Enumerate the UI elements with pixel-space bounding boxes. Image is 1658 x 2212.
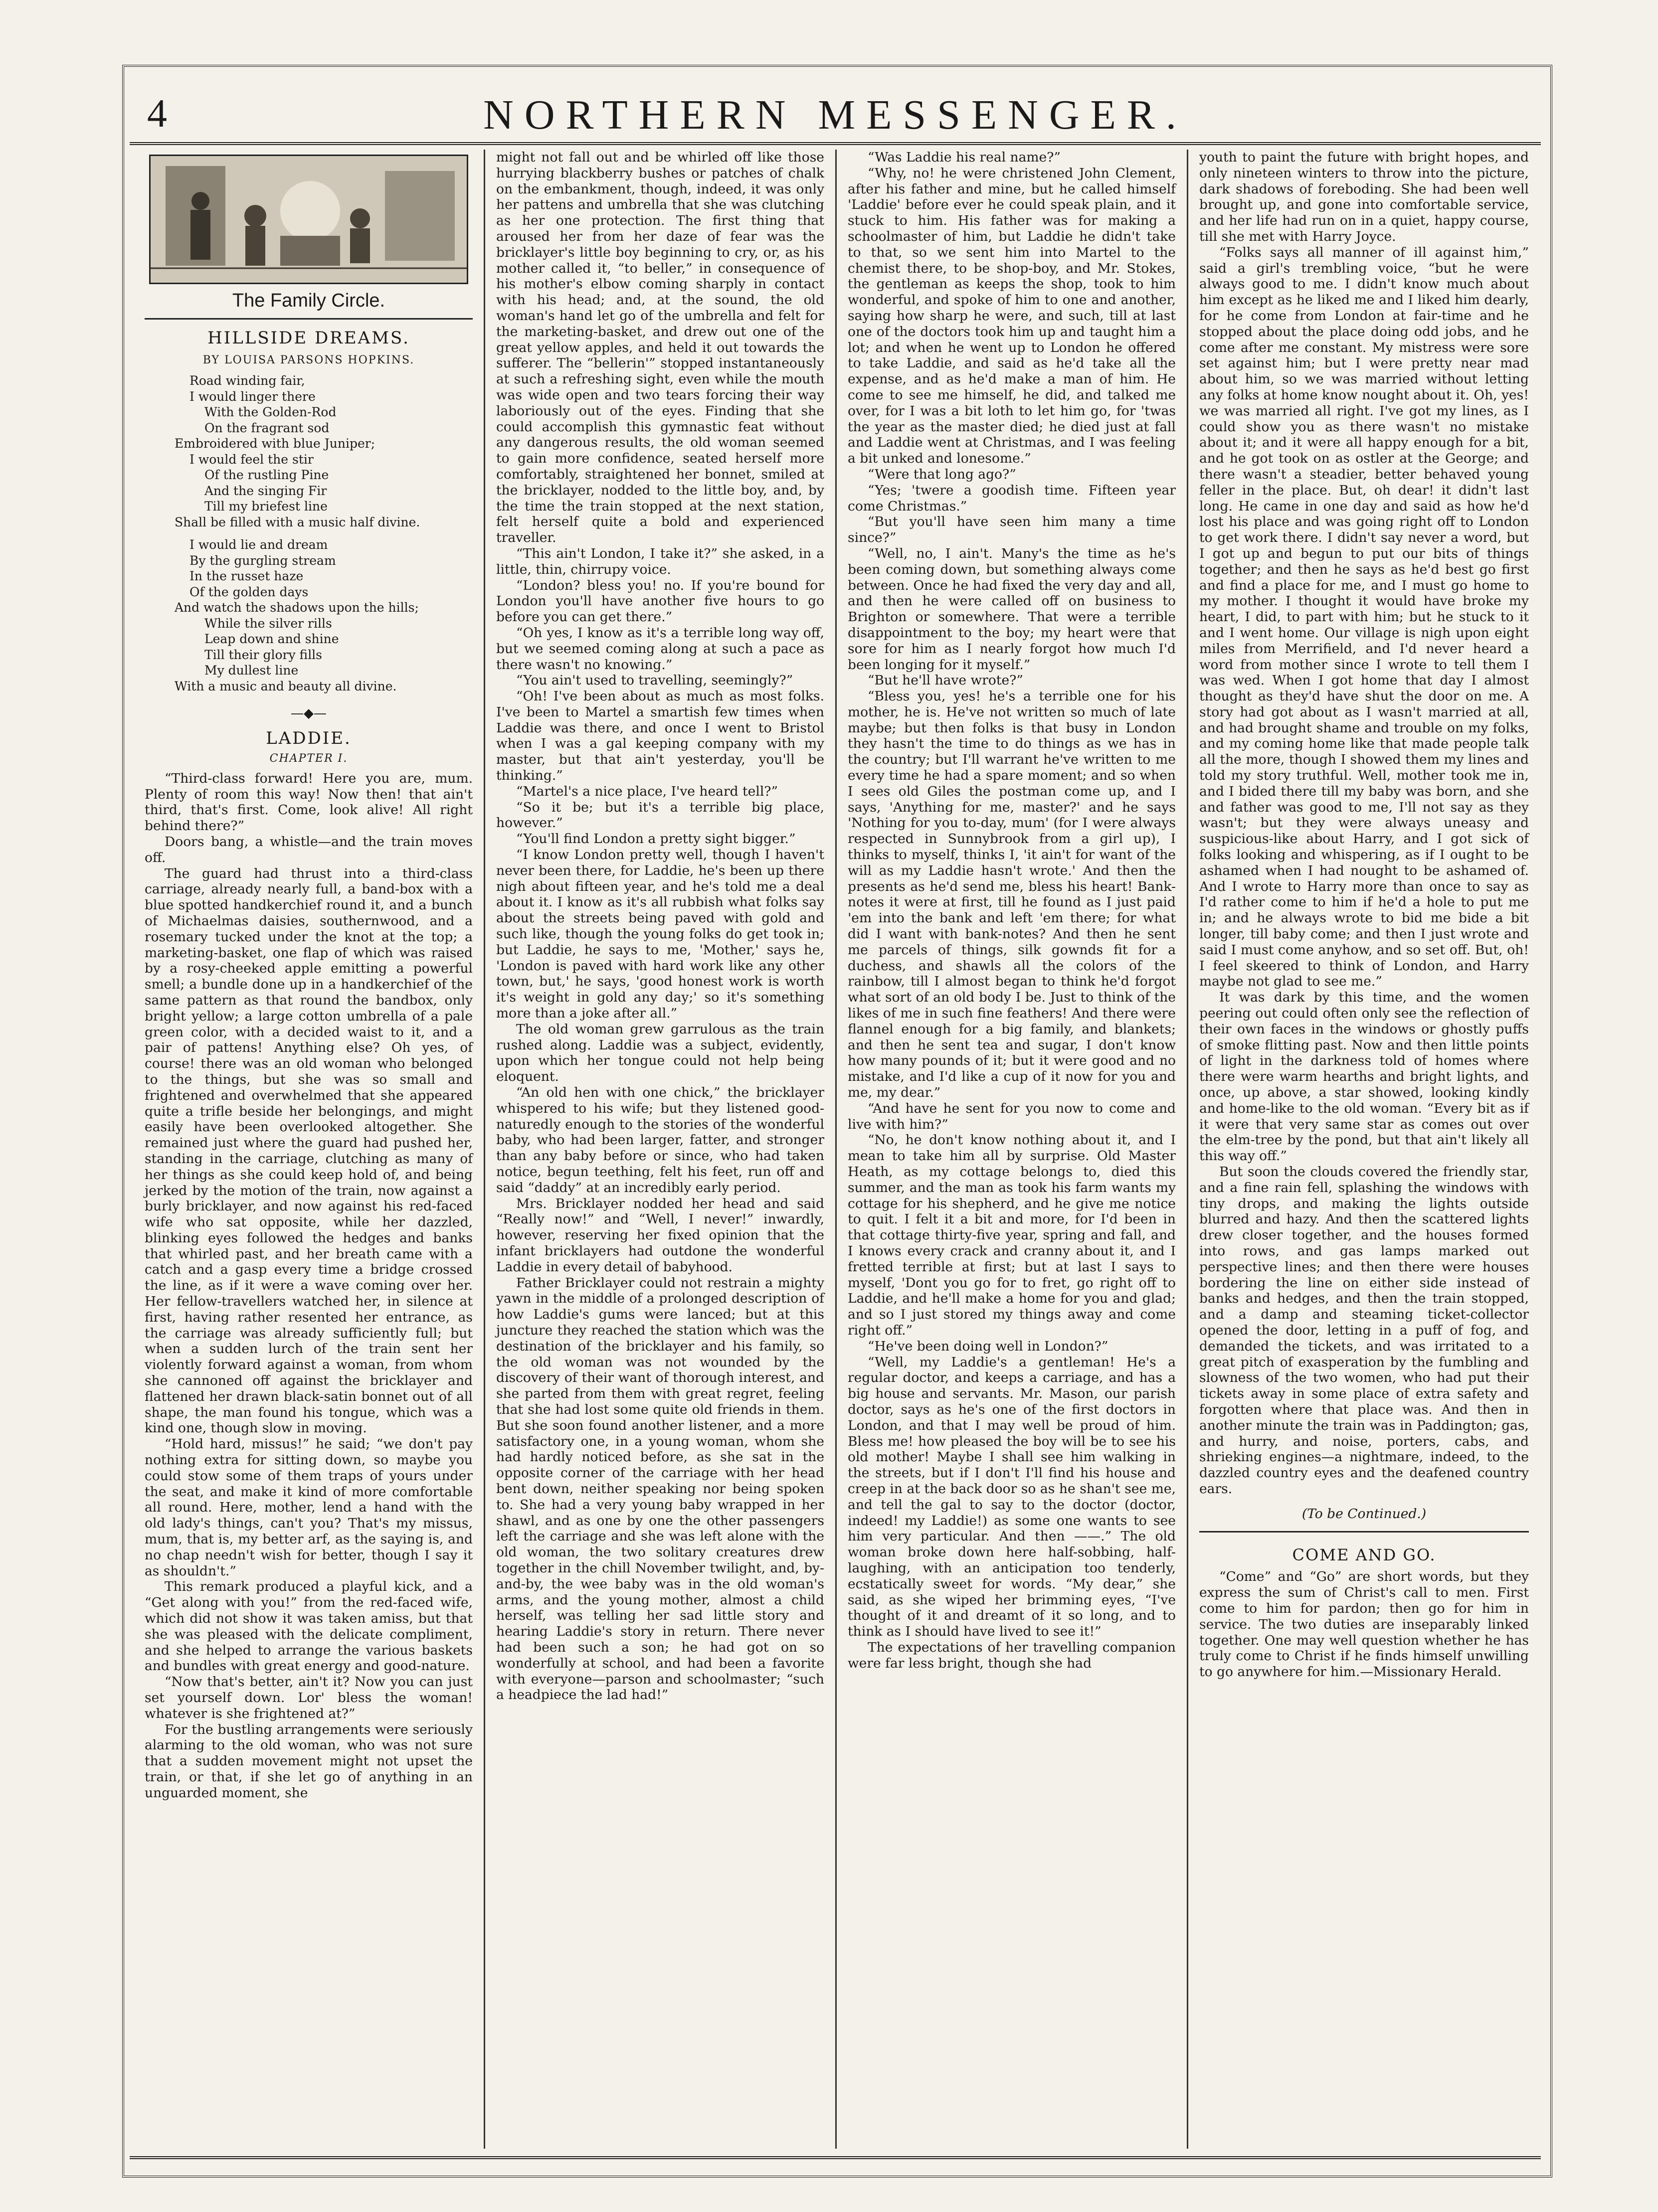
- poem-line: In the russet haze: [189, 569, 304, 584]
- poem-line: And watch the shadows upon the hills;: [175, 600, 419, 615]
- paragraph: “Come” and “Go” are short words, but they express the sum of Christ's call to men. First come to him for pardon; then go for him in service. The two duties are inseparably linked together. One may well question whether he has truly come to Christ if he finds himself unwilling to go anywhere for him.—Missionary Herald.: [1199, 1569, 1529, 1680]
- paragraph: “You'll find London a pretty sight bigger.”: [516, 831, 796, 847]
- poem-line: I would linger there: [189, 389, 316, 404]
- page-number: 4: [147, 92, 167, 136]
- poem-line: With a music and beauty all divine.: [175, 679, 397, 693]
- chapter-heading: CHAPTER I.: [269, 752, 348, 765]
- paragraph: For the bustling arrangements were seriously alarming to the old woman, who was not sure that a sudden movement might not upset the train, or that, if she let go of anything in an unguarded moment, she: [145, 1721, 473, 1801]
- column-3: [837, 150, 1188, 2149]
- paragraph: “Why, no! he were christened John Clement, after his father and mine, but he called himself 'Laddie' before ever he could speak plain, and it stuck to him. His father was for making a schoolmaster of him, but Laddie he didn't take to that, so we sent him into Martel to the chemist there, to be shop-boy, and Mr. Stokes, the gentleman as keeps the shop, took to him wonderful, and spoke of him to one and another, saying how sharp he were, and such, till at last one of the doctors took him up and taught him a lot; and when he went up to London he offered to take Laddie, and said as he'd take all the expense, and as he'd make a man of him. He come to see me himself, he did, and talked me over, for I was a bit loth to let him go, for 'twas the year as the master died; he died just at fall and Laddie went at Christmas, and I was feeling a bit unked and lonesome.”: [848, 165, 1176, 467]
- paragraph: “Well, no, I ain't. Many's the time as he's been coming down, but something always come between. Once he had fixed the very day and all, and then he were called off on business to Brighton or somewhere. That were a terrible disappointment to the boy; my heart were that sore for him as I nearly forgot how much I'd been longing for it myself.”: [848, 545, 1176, 673]
- poem-line: Road winding fair,: [189, 373, 305, 388]
- paragraph: The old woman grew garrulous as the train rushed along. Laddie was a subject, evidently, upon which her tongue could not help being eloquent.: [496, 1021, 824, 1085]
- paragraph: “Bless you, yes! he's a terrible one for his mother, he is. He've not written so much of late maybe; but then folks is that busy in London they hasn't the time to do things as we has in the country; but I'll warrant he've written to me every time he had a spare moment; and so when I sees old Giles the postman come up, and I says, 'Anything for me, master?' and he says 'Nothing for you to-day, mum' (for I were always respected in Sunnybrook from a girl up), I thinks to myself, thinks I, 'it ain't for want of the will as my Laddie hasn't wrote.' And then the presents as he'd send me, bless his heart! Bank-notes it were at first, till he found as I just paid 'em into the bank and left 'em there; for what did I want with bank-notes? And then he sent me parcels of things, silk gownds fit for a duchess, and shawls all the colors of the rainbow, till I almost began to think he'd forgot what sort of an old body I be. Just to think of the likes of me in such fine feathers! And there were flannel enough for a big family, and blankets; and then he sent tea and sugar, I don't know how many pounds of it; but it were good and no mistake, and I'd like a cup of it now for you and me, my dear.”: [848, 688, 1176, 1101]
- paragraph: “Hold hard, missus!” he said; “we don't pay nothing extra for sitting down, so maybe you could stow some of them traps of yours under the seat, and make it kind of more comfortable all round. Here, mother, lend a hand with the old lady's things, can't you? That's my missus, mum, that is, my better arf, as the saying is, and no chap needn't wish for better, though I say it as shouldn't.”: [145, 1436, 473, 1579]
- paragraph: “So it be; but it's a terrible big place, however.”: [496, 799, 824, 831]
- poem-body: [145, 373, 473, 694]
- poem-line: While the silver rills: [204, 616, 332, 631]
- poem-line: By the gurgling stream: [189, 553, 336, 568]
- poem-byline: BY LOUISA PARSONS HOPKINS.: [202, 353, 415, 366]
- bottom-border: [130, 2156, 1541, 2159]
- paragraph: “Oh! I've been about as much as most folks. I've been to Martel a smartish few times when Laddie was there, and once I went to Bristol when I was a gal keeping company with my master, but that ain't yesterday, you'll be thinking.”: [496, 688, 824, 784]
- poem-line: Till their glory fills: [204, 647, 323, 662]
- paragraph: “An old hen with one chick,” the bricklayer whispered to his wife; but they listened good-naturedly enough to the stories of the wonderful baby, who had been larger, fatter, and stronger than any baby before or since, who had taken notice, begun teething, felt his feet, run off and said “daddy” at an incredibly early period.: [496, 1085, 824, 1195]
- paragraph: “No, he don't know nothing about it, and I mean to take him all by surprise. Old Master Heath, as my cottage belongs to, died this summer, and the man as took his farm wants my cottage for his shepherd, and he give me notice to quit. I felt it a bit and more, for I'd been in that cottage thirty-five year, spring and fall, and I knows every crack and cranny about it, and I fretted terrible at first; but at last I says to myself, 'Dont you go for to fret, go right off to Laddie, and he'll make a home for you and glad; and so I just stored my things away and come right off.”: [848, 1132, 1176, 1338]
- paragraph: “Were that long ago?”: [868, 466, 1016, 482]
- paragraph: “Third-class forward! Here you are, mum. Plenty of room this way! Now then! that ain't third, that's first. Come, look alive! All right behind there?”: [145, 770, 473, 834]
- paragraph: youth to paint the future with bright hopes, and only nineteen winters to throw into the picture, dark shadows of foreboding. She had been well brought up, and gone into comfortable service, and her life had run on in a quiet, happy course, till she met with Harry Joyce.: [1199, 150, 1529, 244]
- article-columns: [134, 150, 1540, 2149]
- paragraph: “But he'll have wrote?”: [868, 673, 1023, 688]
- paragraph: “Was Laddie his real name?”: [868, 150, 1061, 165]
- paragraph: Father Bricklayer could not restrain a mighty yawn in the middle of a prolonged description of how Laddie's gums were lanced; but at this juncture they reached the station which was the destination of the bricklayer and his family, so the old woman was not wounded by the discovery of their want of thorough interest, and she parted from them with great regret, feeling that she had lost some quite old friends in them. But she soon found another listener, and a more satisfactory one, in a young woman, whom she had hardly noticed before, as she sat in the opposite corner of the carriage with her head bent down, neither speaking nor being spoken to. She had a very young baby wrapped in her shawl, and as one by one the other passengers left the carriage and she was left alone with the old woman, the two solitary creatures drew together in the chill November twilight, and, by-and-by, the wee baby was in the old woman's arms, and the young mother, almost a child herself, was telling her sad little story and hearing Laddie's story in return. There never had been such a son; he had got on so wonderfully at school, and had been a favorite with everyone—parson and schoolmaster; “such a headpiece the lad had!”: [496, 1275, 824, 1703]
- paragraph: But soon the clouds covered the friendly star, and a fine rain fell, splashing the windows with tiny drops, and making the lights outside blurred and hazy. And then the scattered lights drew closer together, and the houses formed into rows, and gas lamps marked out perspective lines; and then there were houses bordering the line on either side instead of banks and hedges, and then the train stopped, and a damp and steaming ticket-collector opened the door, letting in a puff of fog, and demanded the tickets, and was irritated to a great pitch of exasperation by the fumbling and slowness of the two women, who had put their tickets away in some place of extra safety and forgotten where that place was. And then in another minute the train was in Paddington; gas, and hurry, and noise, porters, cabs, and shrieking engines—a nightmare, indeed, to the dazzled country eyes and the deafened country ears.: [1199, 1164, 1529, 1497]
- paragraph: “He've been doing well in London?”: [868, 1338, 1108, 1354]
- column-4: [1188, 150, 1540, 2149]
- section-title: The Family Circle.: [232, 290, 385, 311]
- page-header: [130, 87, 1541, 145]
- poem-line: With the Golden-Rod: [204, 405, 337, 420]
- paragraph: “And have he sent for you now to come and live with him?”: [848, 1100, 1176, 1132]
- poem-line: Leap down and shine: [204, 632, 339, 647]
- paragraph: “Yes; 'twere a goodish time. Fifteen year come Christmas.”: [848, 482, 1176, 514]
- masthead-title: NORTHERN MESSENGER.: [483, 91, 1187, 138]
- family-circle-illustration: [149, 155, 468, 284]
- paragraph: Doors bang, a whistle—and the train moves off.: [145, 834, 473, 865]
- poem-line: Of the rustling Pine: [204, 468, 329, 483]
- column-2: [485, 150, 837, 2149]
- paragraph: “Folks says all manner of ill against him,” said a girl's trembling voice, “but he were always good to me. I didn't know much about him except as he liked me and I liked him dearly, for he come from London at fair-time and he stopped about the place doing odd jobs, and he come after me constant. My mistress were sore set against him; but I were pretty near mad about him, so we was married without letting any folks at home know nought about it. Oh, yes! we was married all right. I've got my lines, as I could show you as there wasn't no mistake about it; and it were all happy enough for a bit, and he got took on as ostler at the George; and there wasn't a steadier, better behaved young feller in the place. But, oh dear! it didn't last long. He came in one day and said as how he'd lost his place and was going right off to London to get work there. I didn't say never a word, but I got up and begun to put our bits of things together; and then he says as he'd best go first and find a place for me, and I must go home to my mother. I thought it would have broke my heart, I did, to part with him; but he stuck to it and I went home. Our village is nigh upon eight miles from Merrifield, and I'd never heard a word from mother since I wrote to tell them I was wed. When I got home that day I almost thought as they'd have shut the door on me. A story had got about as I wasn't married at all, and had brought shame and trouble on my folks, and my coming home like that made people talk all the more, though I showed them my lines and told my story truthful. Well, mother took me in, and I bided there till my baby was born, and she and father was good to me, I'll not say as they wasn't; but they were always uneasy and suspicious-like about Harry, and I got sick of folks looking and whispering, as if I ought to be ashamed when I had nought to be ashamed of. And I wrote to Harry more than once to say as I'd rather come to him if he'd a hole to put me in; and he always wrote to bid me bide a bit longer, till baby come; and then I just wrote and said I must come anyhow, and so set off. But, oh! I feel skeered to think of London, and Harry maybe not glad to see me.”: [1199, 244, 1529, 990]
- paragraph: “This ain't London, I take it?” she asked, in a little, thin, chirrupy voice.: [496, 545, 824, 577]
- poem-line: On the fragrant sod: [204, 420, 330, 435]
- poem-line: My dullest line: [204, 663, 299, 678]
- ornament-divider-icon: —◆—: [291, 706, 327, 721]
- paragraph: “Well, my Laddie's a gentleman! He's a regular doctor, and keeps a carriage, and has a big house and servants. Mr. Mason, our parish doctor, says as he's one of the first doctors in London, and that I may well be proud of him. Bless me! how pleased the boy will be to see his old mother! Maybe I shall see him walking in the streets, but if I don't I'll find his house and creep in at the back door so as he shan't see me, and tell the gal to say to the doctor (doctor, indeed! my Laddie!) as some one wants to see him very particular. And then ——.” The old woman broke down here half-sobbing, half-laughing, with an anticipation too tenderly, ecstatically sweet for words. “My dear,” she said, as she wiped her brimming eyes, “I've thought of it and dreamt of it so long, and to think as I should have lived to see it!”: [848, 1354, 1176, 1640]
- poem-line: I would feel the stir: [189, 452, 314, 467]
- column-1: [134, 150, 485, 2149]
- poem-title: HILLSIDE DREAMS.: [207, 328, 410, 348]
- paragraph: “You ain't used to travelling, seemingly?”: [516, 673, 793, 688]
- poem-line: I would lie and dream: [189, 537, 328, 552]
- poem-line: Shall be filled with a music half divine.: [175, 514, 420, 529]
- to-be-continued: (To be Continued.): [1301, 1506, 1427, 1522]
- poem-line: Of the golden days: [189, 584, 309, 599]
- paragraph: This remark produced a playful kick, and a “Get along with you!” from the red-faced wife, which did not show it was taken amiss, but that she was pleased with the delicate compliment, and she helped to arrange the various baskets and bundles with great energy and good-nature.: [145, 1579, 473, 1674]
- poem-line: And the singing Fir: [204, 483, 327, 498]
- paragraph: “London? bless you! no. If you're bound for London you'll have another five hours to go before you can get there.”: [496, 577, 824, 625]
- poem-line: Till my briefest line: [204, 499, 328, 514]
- paragraph: “But you'll have seen him many a time since?”: [848, 514, 1176, 546]
- paragraph: It was dark by this time, and the women peering out could often only see the reflection of their own faces in the windows or ghostly puffs of smoke flitting past. Now and then little points of light in the darkness told of homes where there were warm hearths and bright lights, and once, up above, a star showed, looking kindly and home-like to the old woman. “Every bit as if it were that very same star as comes out over the elm-tree by the pond, but that ain't likely all this way off.”: [1199, 990, 1529, 1164]
- paragraph: “Martel's a nice place, I've heard tell?”: [516, 783, 778, 799]
- paragraph: “I know London pretty well, though I haven't never been there, for Laddie, he's been up there nigh about fifteen year, and he's told me a deal about it. I know as it's all rubbish what folks say about the streets being paved with gold and such like, though the young folks do get took in; but Laddie, he says to me, 'Mother,' says he, 'London is paved with hard work like any other town, but,' he says, 'good honest work is worth it's weight in gold any day;' so it's something more than a joke after all.”: [496, 847, 824, 1021]
- story-title: LADDIE.: [266, 728, 352, 749]
- divider: [1199, 1531, 1529, 1532]
- paragraph: “Now that's better, ain't it? Now you can just set yourself down. Lor' bless the woman! whatever is she frightened at?”: [145, 1674, 473, 1721]
- divider: [145, 318, 473, 320]
- paragraph: might not fall out and be whirled off like those hurrying blackberry bushes or patches of chalk on the embankment, though, indeed, it was only her pattens and umbrella that she was clutching as her one protection. The first thing that aroused her from her daze of fear was the bricklayer's little boy beginning to cry, or, as his mother called it, “to beller,” in consequence of his mother's elbow coming sharply in contact with his head; and, at the sound, the old woman's hand let go of the umbrella and felt for the marketing-basket, and drew out one of the great yellow apples, and held it out towards the sufferer. The “bellerin'” stopped instantaneously at such a refreshing sight, even while the mouth was wide open and two tears forcing their way laboriously out of the eyes. Finding that she could accomplish this gymnastic feat without any dangerous results, the old woman seemed to gain more confidence, seated herself more comfortably, straightened her bonnet, smiled at the bricklayer, nodded to the little boy, and, by the time the train stopped at the next station, felt herself quite a bold and experienced traveller.: [496, 150, 824, 546]
- article-title: COME AND GO.: [1292, 1545, 1436, 1564]
- paragraph: Mrs. Bricklayer nodded her head and said “Really now!” and “Well, I never!” inwardly, however, reserving her fixed opinion that the infant bricklayers had outdone the wonderful Laddie in every detail of babyhood.: [496, 1195, 824, 1275]
- paragraph: The guard had thrust into a third-class carriage, already nearly full, a band-box with a blue spotted handkerchief round it, and a bunch of Michaelmas daisies, southernwood, and a rosemary tucked under the knot at the top; a marketing-basket, one flap of which was raised by a rosy-cheeked apple emitting a powerful smell; a bundle done up in a handkerchief of the same pattern as that round the bandbox, only bright yellow; a large cotton umbrella of a pale green color, with a decided waist to it, and a pair of pattens! Anything else? Oh yes, of course! there was an old woman who belonged to the things, but she was so small and frightened and overwhelmed that she appeared quite a trifle beside her belongings, and might easily have been overlooked altogether. She remained just where the guard had pushed her, standing in the carriage, clutching as many of her things as she could keep hold of, and being jerked by the motion of the train, now against a burly bricklayer, and now against his red-faced wife who sat opposite, while her dazzled, blinking eyes followed the hedges and banks that whirled past, and her breath came with a catch and a gasp every time a bridge crossed the line, as if it were a wave coming over her. Her fellow-travellers watched her, in silence at first, having rather resented her entrance, as the carriage was already sufficiently full; but when a sudden lurch of the train sent her violently forward against a woman, from whom she cannoned off against the bricklayer and flattened her drawn black-satin bonnet out of all shape, the man found his tongue, which was a kind one, though slow in moving.: [145, 865, 473, 1436]
- poem-line: Embroidered with blue Juniper;: [175, 436, 375, 451]
- paragraph: “Oh yes, I know as it's a terrible long way off, but we seemed coming along at such a pace as there wasn't no knowing.”: [496, 625, 824, 673]
- paragraph: The expectations of her travelling companion were far less bright, though she had: [848, 1639, 1176, 1671]
